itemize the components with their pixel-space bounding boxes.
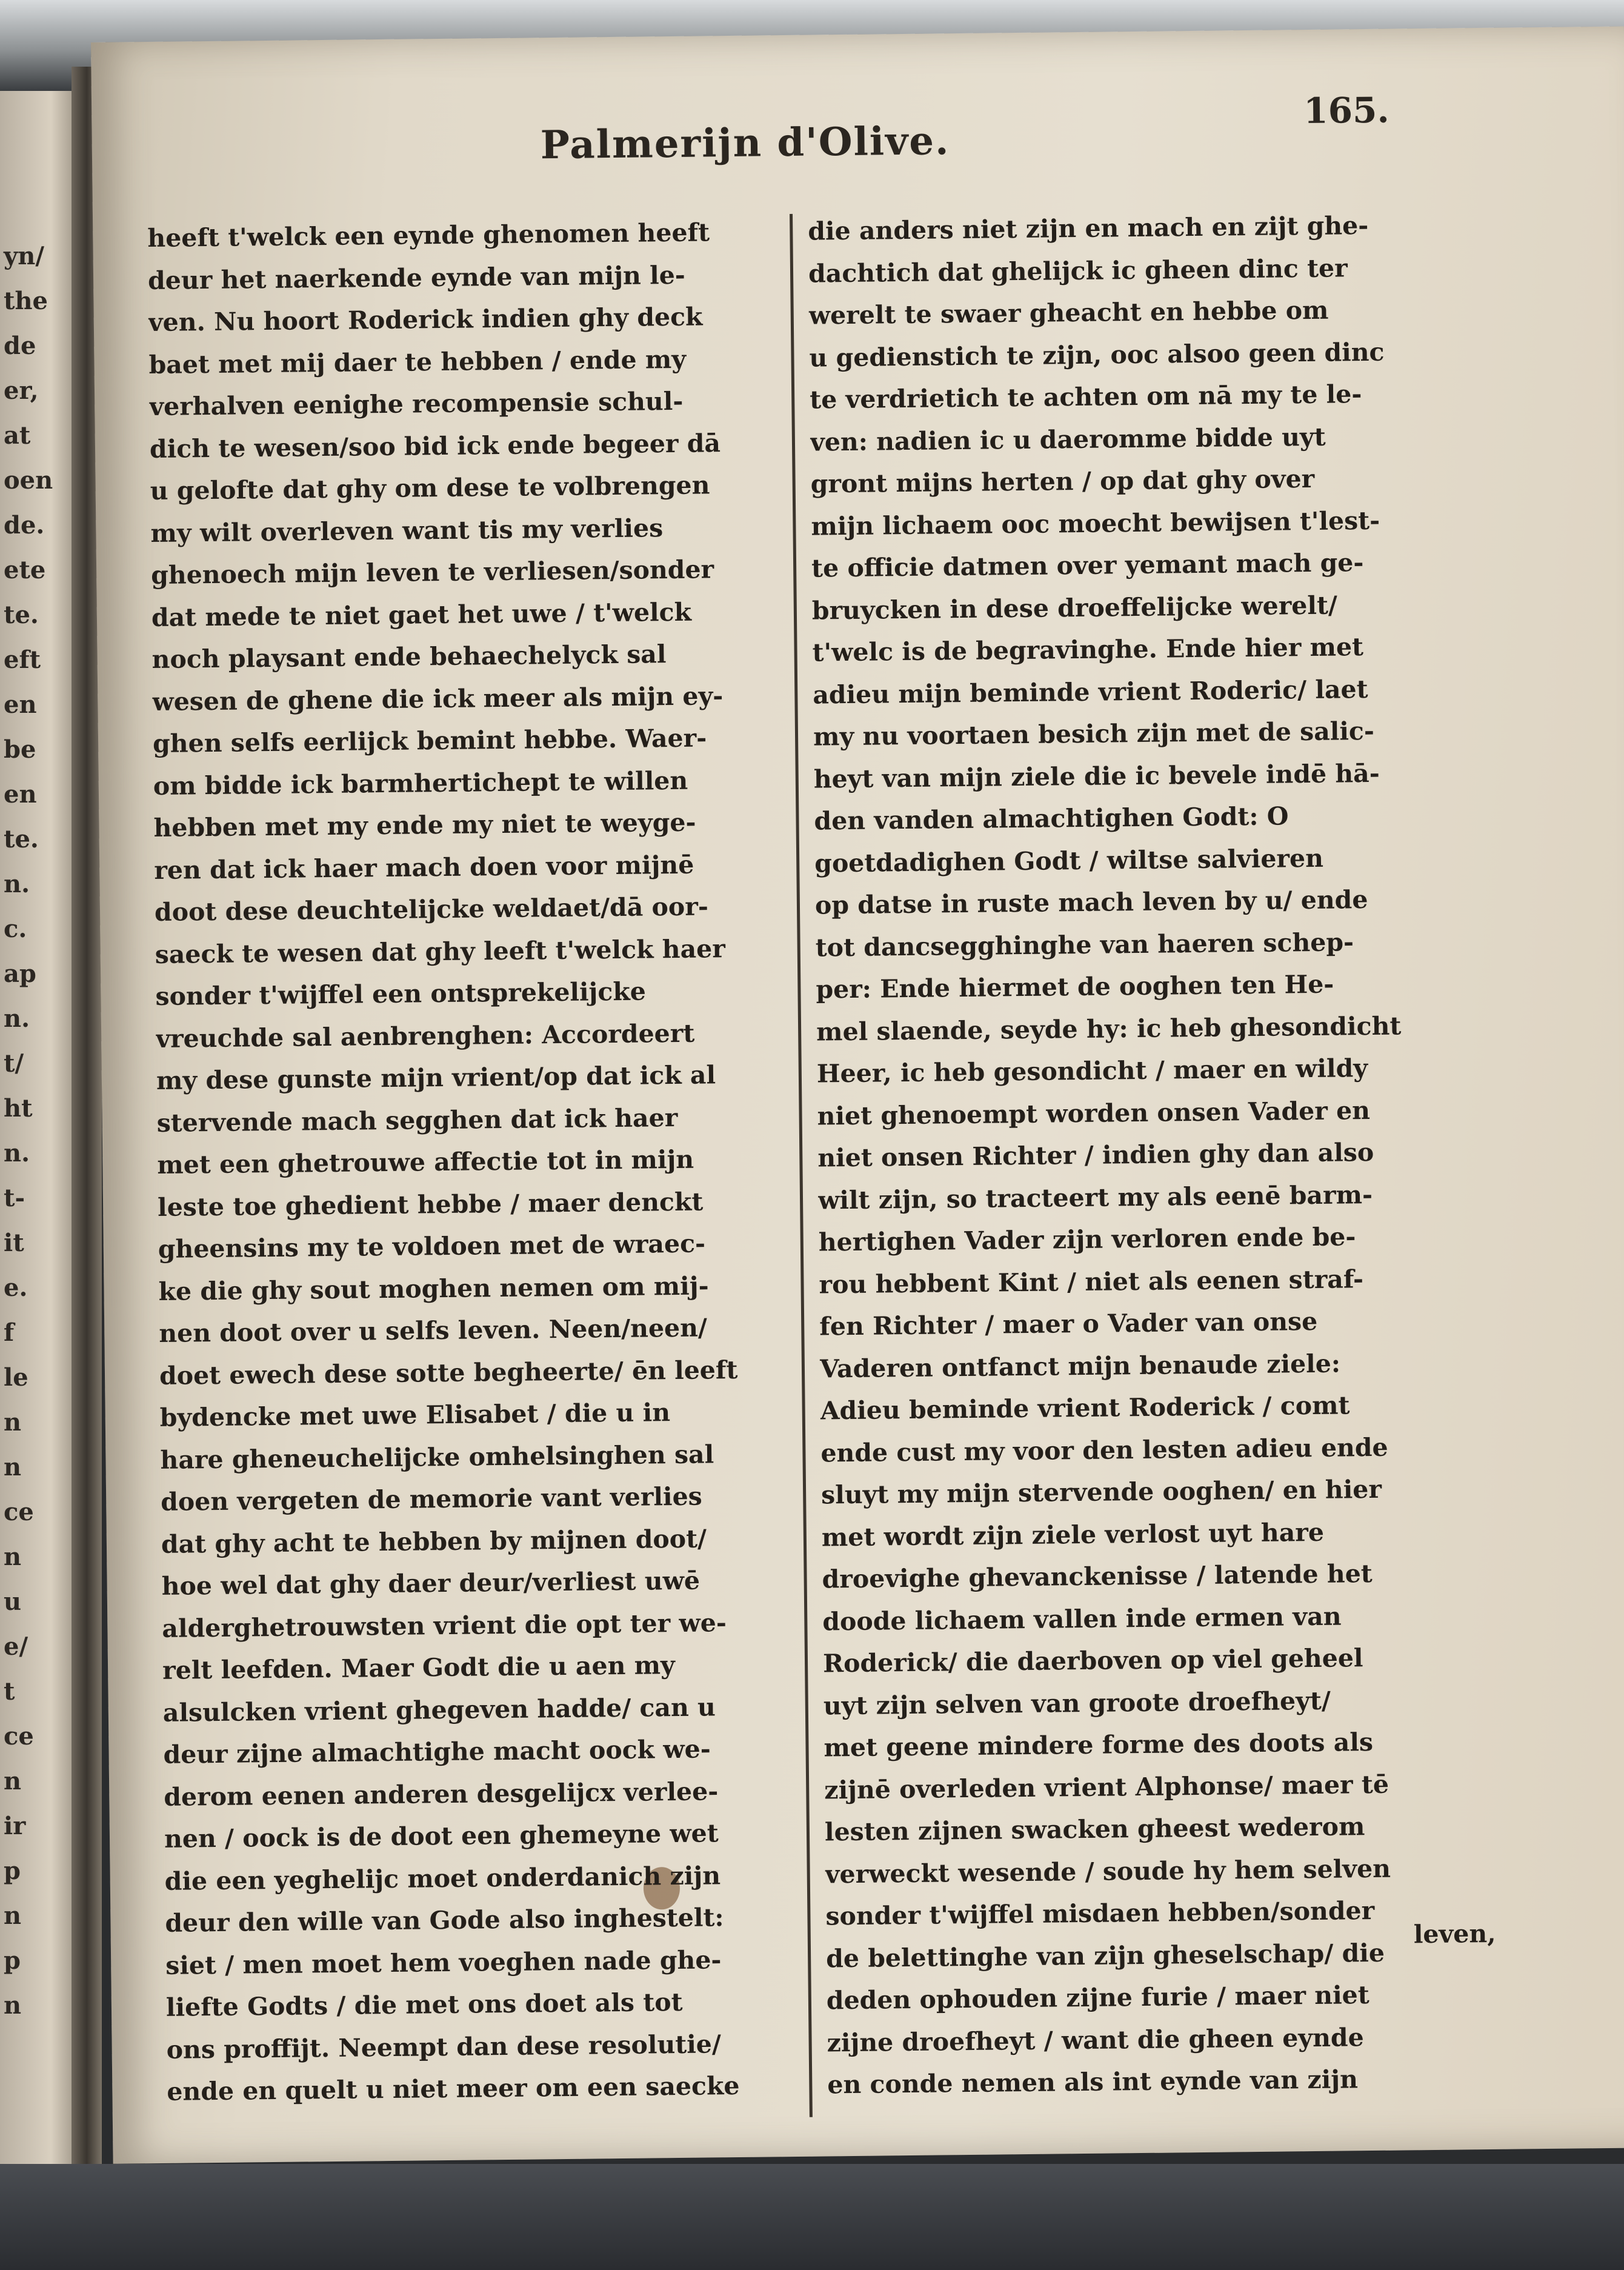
text-line: bruycken in dese droeffelijcke werelt/ [811, 590, 1338, 626]
text-line: gront mijns herten / op dat ghy over [810, 464, 1315, 499]
text-line: ons proffijt. Neempt dan dese resolutie/ [166, 2029, 722, 2065]
left-page-line-fragment: at [4, 421, 31, 450]
text-line: met een ghetrouwe affectie tot in mijn [157, 1144, 694, 1180]
text-line: nen / oock is de doot een ghemeyne wet [164, 1818, 719, 1854]
text-line: alsulcken vrient ghegeven hadde/ can u [162, 1692, 716, 1728]
text-line: Heer, ic heb gesondicht / maer en wildy [816, 1053, 1368, 1089]
text-line: relt leefden. Maer Godt die u aen my [162, 1651, 676, 1685]
left-page-line-fragment: ht [4, 1094, 33, 1123]
left-page-line-fragment: t- [4, 1184, 25, 1212]
text-line: ende cust my voor den lesten adieu ende [820, 1432, 1388, 1468]
text-line: ven. Nu hoort Roderick indien ghy deck [148, 302, 703, 338]
text-line: my wilt overleven want tis my verlies [150, 513, 664, 548]
left-page-line-fragment: n [4, 1453, 22, 1481]
left-page-line-fragment: e. [4, 1274, 28, 1302]
left-page-line-fragment: n [4, 1767, 22, 1795]
left-page-line-fragment: t/ [4, 1049, 24, 1078]
text-line: saeck te wesen dat ghy leeft t'welck haer [155, 933, 726, 969]
text-line: hoe wel dat ghy daer deur/verliest uwē [161, 1566, 701, 1601]
text-line: en conde nemen als int eynde van zijn [827, 2065, 1359, 2100]
text-line: uyt zijn selven van groote droefheyt/ [823, 1686, 1331, 1720]
text-line: sonder t'wijffel misdaen hebben/sonder [825, 1895, 1375, 1931]
left-page-line-fragment: yn/ [4, 242, 44, 270]
text-line: hertighen Vader zijn verloren ende be- [818, 1222, 1356, 1257]
left-page-line-fragment: ir [4, 1812, 26, 1840]
left-page-line-fragment: p [4, 1946, 21, 1975]
left-page-line-fragment: e/ [4, 1632, 28, 1661]
left-page-line-fragment: c. [4, 915, 27, 943]
left-page-line-fragment: ap [4, 960, 36, 988]
text-line: Adieu beminde vrient Roderick / comt [820, 1390, 1350, 1426]
text-line: ende en quelt u niet meer om een saecke [167, 2071, 740, 2106]
left-page-line-fragment: n. [4, 870, 30, 898]
text-line: sonder t'wijffel een ontsprekelijcke [155, 976, 647, 1011]
left-page-line-fragment: de [4, 332, 36, 360]
left-page-line-fragment: ete [4, 556, 46, 584]
left-page-line-fragment: n [4, 1991, 22, 2020]
left-page-line-fragment: en [4, 690, 37, 719]
text-line: doen vergeten de memorie vant verlies [160, 1481, 702, 1517]
text-line: stervende mach segghen dat ick haer [156, 1103, 678, 1138]
text-line: heyt van mijn ziele die ic bevele indē hā- [813, 758, 1380, 794]
text-line: bydencke met uwe Elisabet / die u in [159, 1398, 671, 1432]
text-line: deur zijne almachtighe macht oock we- [163, 1734, 711, 1769]
text-line: goetdadighen Godt / wiltse salvieren [814, 843, 1324, 878]
text-line: rou hebbent Kint / niet als eenen straf- [819, 1264, 1364, 1300]
text-line: niet ghenoempt worden onsen Vader en [817, 1095, 1371, 1131]
text-line: dich te wesen/soo bid ick ende begeer dā [149, 428, 721, 464]
background-table [0, 2164, 1624, 2270]
left-page-line-fragment: f [4, 1318, 15, 1347]
text-line: die anders niet zijn en mach en zijt ghe- [808, 210, 1369, 246]
left-page-line-fragment: oen [4, 466, 53, 495]
text-line: ven: nadien ic u daeromme bidde uyt [810, 422, 1326, 457]
left-page-line-fragment: er, [4, 376, 39, 405]
left-page-line-fragment: de. [4, 511, 45, 539]
text-line: verhalven eenighe recompensie schul- [149, 386, 684, 422]
text-line: dachtich dat ghelijck ic gheen dinc ter [808, 253, 1348, 289]
text-line: leste toe ghedient hebbe / maer denckt [157, 1187, 704, 1222]
text-line: den vanden almachtighen Godt: O [814, 801, 1289, 836]
text-line: ghen selfs eerlijck bemint hebbe. Waer- [152, 723, 707, 758]
page-number: 165. [1303, 89, 1389, 132]
text-line: per: Ende hiermet de ooghen ten He- [816, 969, 1334, 1004]
text-line: ren dat ick haer mach doen voor mijnē [154, 850, 694, 885]
text-line: dat mede te niet gaet het uwe / t'welck [151, 597, 692, 632]
left-page-line-fragment: te. [4, 825, 39, 853]
text-line: liefte Godts / die met ons doet als tot [165, 1987, 683, 2022]
text-line: te officie datmen over yemant mach ge- [811, 548, 1364, 583]
left-page-line-fragment: n. [4, 1004, 30, 1033]
text-line: hebben met my ende my niet te weyge- [153, 807, 696, 843]
text-line: zijne droefheyt / want die gheen eynde [827, 2022, 1364, 2057]
text-line: nen doot over u selfs leven. Neen/neen/ [159, 1313, 708, 1348]
text-line: doet ewech dese sotte begheerte/ ēn leeft [159, 1355, 738, 1390]
text-line: Vaderen ontfanct mijn benaude ziele: [819, 1349, 1341, 1384]
text-line: my dese gunste mijn vrient/op dat ick al [156, 1060, 716, 1095]
text-line: mijn lichaem ooc moecht bewijsen t'lest- [811, 506, 1380, 541]
left-page-line-fragment: en [4, 780, 37, 809]
left-page-line-fragment: ce [4, 1722, 34, 1751]
left-page-line-fragment: be [4, 735, 36, 764]
text-line: fen Richter / maer o Vader van onse [819, 1306, 1318, 1341]
text-line: zijnē overleden vrient Alphonse/ maer tē [824, 1769, 1389, 1804]
left-page-line-fragment: n. [4, 1139, 30, 1167]
text-line: niet onsen Richter / indien ghy dan also [817, 1137, 1374, 1173]
text-line: die een yeghelijc moet onderdanich zijn [164, 1860, 721, 1896]
text-line: om bidde ick barmhertichept te willen [153, 766, 688, 801]
left-page-line-fragment: u [4, 1587, 22, 1616]
text-line: vreuchde sal aenbrenghen: Accordeert [155, 1018, 695, 1053]
text-line: u gedienstich te zijn, ooc alsoo geen dinc [809, 337, 1385, 373]
text-line: deden ophouden zijne furie / maer niet [826, 1980, 1369, 2015]
left-page-line-fragment: le [4, 1363, 28, 1392]
catchword: leven, [1413, 1918, 1496, 1949]
text-line: dat ghy acht te hebben by mijnen doot/ [161, 1523, 707, 1559]
text-line: alderghetrouwsten vrient die opt ter we- [162, 1607, 727, 1643]
text-line: mel slaende, seyde hy: ic heb ghesondicht [816, 1010, 1402, 1047]
text-line: droevighe ghevanckenisse / latende het [822, 1558, 1373, 1594]
text-line: tot dancsegghinghe van haeren schep- [815, 927, 1354, 963]
text-line: noch playsant ende behaechelyck sal [151, 639, 667, 675]
text-line: de belettinghe van zijn gheselschap/ die [825, 1938, 1385, 1973]
text-line: deur het naerkende eynde van mijn le- [147, 260, 686, 295]
left-page-line-fragment: p [4, 1857, 21, 1885]
text-line: gheensins my te voldoen met de wraec- [158, 1229, 706, 1264]
text-line: heeft t'welck een eynde ghenomen heeft [147, 218, 710, 253]
text-line: wilt zijn, so tracteert my als eenē barm- [817, 1180, 1373, 1215]
right-page [91, 27, 1624, 2164]
text-line: hare gheneuchelijcke omhelsinghen sal [160, 1439, 714, 1475]
text-line: lesten zijnen swacken gheest wederom [824, 1812, 1365, 1847]
text-line: ke die ghy sout moghen nemen om mij- [158, 1270, 709, 1306]
left-page-line-fragment: ce [4, 1498, 34, 1526]
text-line: deur den wille van Gode also inghestelt: [165, 1903, 724, 1938]
left-page-line-fragment: n [4, 1408, 22, 1437]
text-line: verweckt wesende / soude hy hem selven [825, 1854, 1391, 1889]
left-page-line-fragment: t [4, 1677, 15, 1706]
text-line: adieu mijn beminde vrient Roderic/ laet [813, 674, 1368, 710]
text-line: werelt te swaer gheacht en hebbe om [808, 295, 1329, 330]
running-head: Palmerijn d'Olive. [540, 118, 950, 169]
text-line: te verdrietich te achten om nā my te le- [809, 379, 1362, 415]
text-line: baet met mij daer te hebben / ende my [148, 344, 687, 379]
text-line: doot dese deuchtelijcke weldaet/dā oor- [154, 892, 709, 927]
text-line: derom eenen anderen desgelijcx verlee- [164, 1776, 719, 1812]
text-line: wesen de ghene die ick meer als mijn ey- [152, 681, 724, 716]
text-line: ghenoech mijn leven te verliesen/sonder [150, 555, 714, 590]
text-line: my nu voortaen besich zijn met de salic- [813, 716, 1375, 752]
text-column-right [808, 204, 1494, 2106]
text-line: t'welc is de begravinghe. Ende hier met [812, 632, 1364, 667]
text-line: met wordt zijn ziele verlost uyt hare [821, 1517, 1325, 1552]
text-line: met geene mindere forme des doots als [824, 1727, 1374, 1763]
left-page-line-fragment: the [4, 287, 48, 315]
text-line: u gelofte dat ghy om dese te volbrengen [150, 470, 710, 506]
left-page-line-fragment: n [4, 1543, 22, 1571]
text-line: Roderick/ die daerboven op viel geheel [822, 1643, 1363, 1678]
text-line: siet / men moet hem voeghen nade ghe- [165, 1945, 722, 1980]
left-page-line-fragment: te. [4, 601, 39, 629]
text-column-left [147, 211, 822, 2114]
left-page-line-fragment: n [4, 1901, 22, 1930]
text-line: op datse in ruste mach leven by u/ ende [814, 885, 1368, 920]
text-line: sluyt my mijn stervende ooghen/ en hier [820, 1474, 1382, 1510]
left-page-line-fragment: eft [4, 646, 41, 674]
text-line: doode lichaem vallen inde ermen van [822, 1601, 1342, 1636]
left-page-line-fragment: it [4, 1229, 24, 1257]
